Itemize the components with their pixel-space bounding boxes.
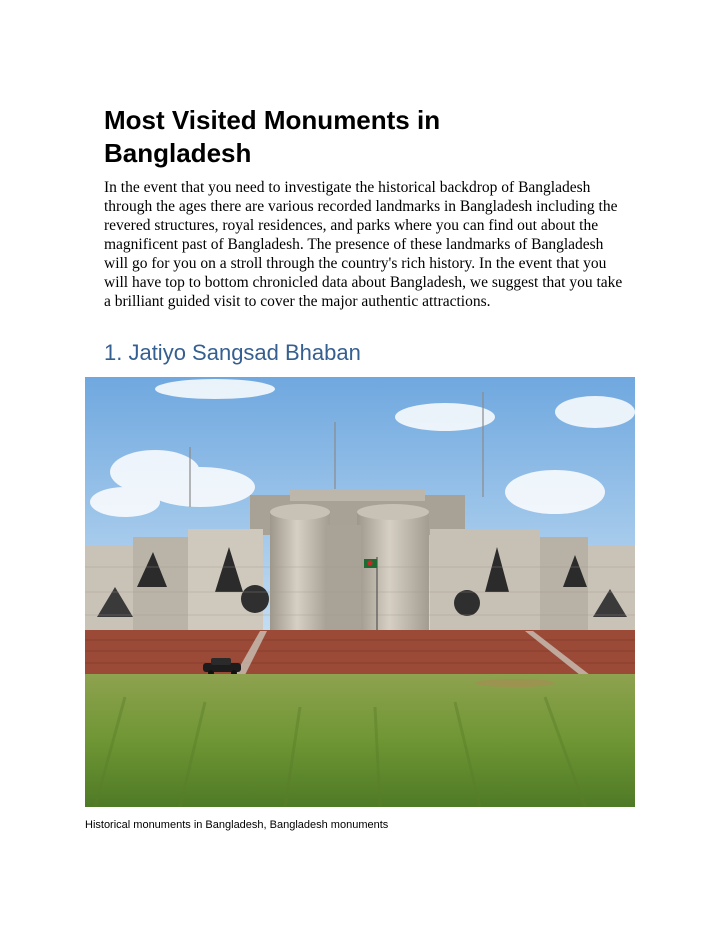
section-heading: 1. Jatiyo Sangsad Bhaban [104,340,361,365]
monument-photo [85,377,635,807]
lawn [85,674,635,807]
page-title: Most Visited Monuments in Bangladesh [104,105,441,168]
intro-paragraph: In the event that you need to investigate the historical backdrop of Bangladesh through the ages there are various recorded landmarks in Bangladesh including the revered structures, royal residences, and parks where you can find out about the magnificent past of Bangladesh. The presence of these landmarks of Bangladesh will go for you on a stroll through the country's rich history. In the event that you will have top to bottom chronicled data about Bangladesh, we suggest that you take a brilliant guided visit to cover the major authentic attractions. [104,179,623,310]
image-caption: Historical monuments in Bangladesh, Bangladesh monuments [85,819,389,831]
